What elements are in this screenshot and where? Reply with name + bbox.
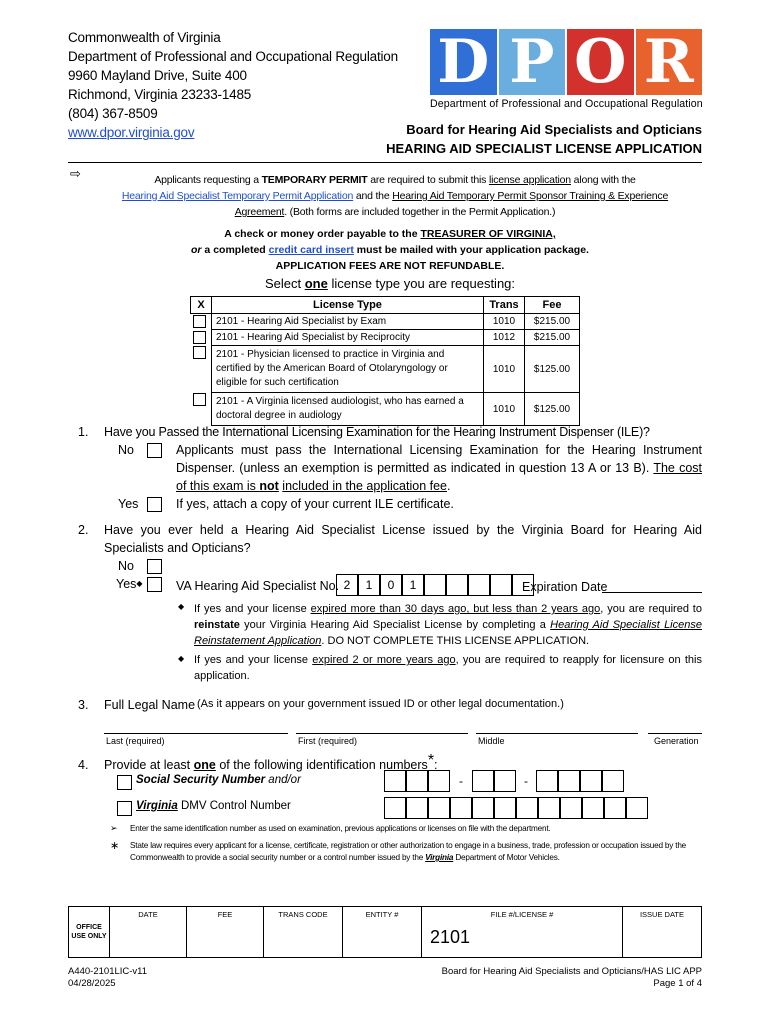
dmv-digit-box[interactable] xyxy=(472,797,494,819)
full-legal-name-label: Full Legal Name xyxy=(104,698,196,712)
select-license-prompt: Select one license type you are requesting: xyxy=(264,276,516,291)
license-number-boxes[interactable] xyxy=(336,574,534,596)
diamond-icon: ◆ xyxy=(178,602,185,611)
dmv-digit-box[interactable] xyxy=(604,797,626,819)
expiration-date-label: Expiration Date xyxy=(522,580,608,594)
ssn-dash: - xyxy=(459,774,463,788)
question-2-text: Have you ever held a Hearing Aid Specialist License issued by the Virginia Board for Hearing Aid Specialists and Opticians? xyxy=(104,523,702,555)
question-number: 4. xyxy=(78,758,89,772)
office-use-table xyxy=(68,906,702,958)
board-title: Board for Hearing Aid Specialists and Opticians xyxy=(406,122,702,137)
license-digit-box[interactable]: 2 xyxy=(336,574,358,596)
reinstate-note: If yes and your license expired more than 30 days ago, but less than 2 years ago, you are required to reinstate your Virginia Hearing Aid Specialist License by completing a Hearing Aid Specialist License Reinstatement Application. DO NOT COMPLETE THIS LICENSE APPLICATION. xyxy=(194,603,702,647)
payment-instructions: A check or money order payable to the TREASURER OF VIRGINIA, or a completed credit card insert must be mailed with your application package. APPLICATION FEES ARE NOT REFUNDABLE. xyxy=(191,228,589,272)
q2-no-label: No xyxy=(118,559,134,573)
office-fee-cell: FEE xyxy=(187,907,264,958)
agency-line: Department of Professional and Occupational Regulation xyxy=(68,49,398,64)
q1-no-label: No xyxy=(118,443,134,457)
generation-caption: Generation xyxy=(654,736,699,746)
license-digit-box[interactable] xyxy=(446,574,468,596)
ssn-digit-box[interactable] xyxy=(494,770,516,792)
license-digit-box[interactable] xyxy=(424,574,446,596)
expiration-date-field[interactable] xyxy=(602,592,702,593)
dmv-digit-box[interactable] xyxy=(626,797,648,819)
file-license-value: 2101 xyxy=(430,927,471,947)
license-checkbox-audiologist[interactable] xyxy=(193,393,206,406)
question-number: 3. xyxy=(78,698,89,712)
dmv-digit-box[interactable] xyxy=(560,797,582,819)
dmv-digit-box[interactable] xyxy=(450,797,472,819)
table-row: 2101 - A Virginia licensed audiologist, who has earned a doctoral degree in audiology 1010 $125.00 xyxy=(191,393,580,426)
ssn-digit-box[interactable] xyxy=(602,770,624,792)
dmv-digit-box[interactable] xyxy=(428,797,450,819)
license-application-link[interactable]: license application xyxy=(488,174,571,186)
license-number-label: VA Hearing Aid Specialist No. xyxy=(176,579,340,593)
table-row: 2101 - Hearing Aid Specialist by Exam 1010 $215.00 xyxy=(191,314,580,330)
question-number: 1. xyxy=(78,425,89,439)
license-digit-box[interactable] xyxy=(490,574,512,596)
dpor-logo xyxy=(430,29,702,110)
identification-note: Enter the same identification number as used on examination, previous applications or licenses on file with the department. xyxy=(130,824,551,833)
sponsor-agreement-link[interactable]: Hearing Aid Temporary Permit Sponsor Training & Experience xyxy=(392,190,669,202)
state-law-note: State law requires every applicant for a license, certificate, registration or other authorization to engage in a business, trade, profession or occupation issued by the Commonwealth to provide a social security number or a control number issued by the Virginia Department of Motor Vehicles. xyxy=(130,841,687,862)
agency-line: Richmond, Virginia 23233-1485 xyxy=(68,87,252,102)
ssn-digit-box[interactable] xyxy=(472,770,494,792)
ssn-input-boxes[interactable] xyxy=(384,770,624,792)
dmv-digit-box[interactable] xyxy=(582,797,604,819)
office-entity-cell: ENTITY # xyxy=(343,907,422,958)
q1-yes-checkbox[interactable] xyxy=(147,497,162,512)
logo-letter: D xyxy=(430,29,497,95)
office-date-cell: DATE xyxy=(110,907,187,958)
ssn-digit-box[interactable] xyxy=(536,770,558,792)
question-1-text: Have you Passed the International Licensing Examination for the Hearing Instrument Dispenser (ILE)? xyxy=(104,425,650,439)
q2-yes-checkbox[interactable] xyxy=(147,577,162,592)
col-header-trans: Trans xyxy=(484,297,525,314)
dmv-digit-box[interactable] xyxy=(538,797,560,819)
full-legal-name-note: (As it appears on your government issued ID or other legal documentation.) xyxy=(197,698,564,710)
office-file-license-cell: FILE #/LICENSE # 2101 xyxy=(422,907,623,958)
agency-phone: (804) 367-8509 xyxy=(68,106,158,121)
diamond-icon: ◆ xyxy=(136,579,143,588)
asterisk-bullet-icon: ∗ xyxy=(110,840,120,852)
office-issue-date-cell: ISSUE DATE xyxy=(623,907,702,958)
header-rule xyxy=(68,162,702,163)
ssn-digit-box[interactable] xyxy=(558,770,580,792)
license-digit-box[interactable]: 1 xyxy=(358,574,380,596)
office-use-label: OFFICE USE ONLY xyxy=(69,907,110,958)
dmv-digit-box[interactable] xyxy=(384,797,406,819)
last-name-caption: Last (required) xyxy=(106,736,165,746)
dmv-digit-box[interactable] xyxy=(494,797,516,819)
application-title: HEARING AID SPECIALIST LICENSE APPLICATION xyxy=(386,141,702,156)
ssn-checkbox[interactable] xyxy=(117,775,132,790)
footer-board xyxy=(442,966,702,990)
license-digit-box[interactable]: 1 xyxy=(402,574,424,596)
ssn-label: Social Security Number and/or xyxy=(136,774,301,786)
ssn-digit-box[interactable] xyxy=(428,770,450,792)
q2-yes-label: Yes◆ xyxy=(116,577,143,591)
dmv-input-boxes[interactable] xyxy=(384,797,648,819)
q1-no-checkbox[interactable] xyxy=(147,443,162,458)
office-trans-code-cell: TRANS CODE xyxy=(264,907,343,958)
ssn-digit-box[interactable] xyxy=(580,770,602,792)
agency-line: 9960 Mayland Drive, Suite 400 xyxy=(68,68,247,83)
q1-yes-explanation: If yes, attach a copy of your current ILE certificate. xyxy=(176,497,454,511)
dmv-checkbox[interactable] xyxy=(117,801,132,816)
arrow-bullet-icon: ➢ xyxy=(110,823,118,833)
first-name-caption: First (required) xyxy=(298,736,358,746)
logo-subtitle: Department of Professional and Occupational Regulation xyxy=(430,98,703,110)
q2-no-checkbox[interactable] xyxy=(147,559,162,574)
col-header-license-type: License Type xyxy=(212,297,484,314)
credit-card-insert-link[interactable]: credit card insert xyxy=(268,244,354,256)
form-date: 04/28/2025 xyxy=(68,978,116,989)
ssn-dash: - xyxy=(524,774,528,788)
logo-letter: P xyxy=(499,29,566,95)
q1-yes-label: Yes xyxy=(118,497,139,511)
logo-letter: R xyxy=(636,29,703,95)
agency-line: Commonwealth of Virginia xyxy=(68,30,221,45)
license-checkbox-reciprocity[interactable] xyxy=(193,331,206,344)
dmv-label: Virginia DMV Control Number xyxy=(136,800,291,812)
temporary-permit-application-link[interactable]: Hearing Aid Specialist Temporary Permit Application xyxy=(121,190,354,202)
temporary-permit-notice: Applicants requesting a TEMPORARY PERMIT are required to submit this license application along with the Hearing Aid Specialist Temporary Permit Application and the Hearing Aid Temporary Permit Sponsor Training & Experience Agreement. (Both forms are included together in the Permit Application.) xyxy=(121,174,669,218)
middle-name-field[interactable] xyxy=(476,733,638,734)
website-link[interactable]: www.dpor.virginia.gov xyxy=(68,125,195,140)
ssn-digit-box[interactable] xyxy=(406,770,428,792)
table-row: 2101 - Hearing Aid Specialist by Reciprocity 1012 $215.00 xyxy=(191,330,580,346)
form-identifier xyxy=(68,966,147,990)
logo-letter: O xyxy=(567,29,634,95)
page-number: Page 1 of 4 xyxy=(653,978,702,989)
col-header-fee: Fee xyxy=(525,297,580,314)
first-name-field[interactable] xyxy=(296,733,468,734)
q1-no-explanation: Applicants must pass the International Licensing Examination for the Hearing Instrument Dispenser. (unless an exemption is permitted as indicated in question 13 A or 13 B). The cost of this exam is not included in the application fee. xyxy=(176,443,703,493)
arrow-icon: ⇨ xyxy=(70,166,81,181)
agreement-link[interactable]: Agreement xyxy=(234,206,285,218)
agency-address xyxy=(68,28,398,142)
form-id: A440-2101LIC-v11 xyxy=(68,966,148,977)
license-checkbox-exam[interactable] xyxy=(193,315,206,328)
ssn-digit-box[interactable] xyxy=(384,770,406,792)
reinstatement-application-link[interactable]: Hearing Aid Specialist License Reinstatement Application xyxy=(194,619,702,647)
generation-field[interactable] xyxy=(648,733,702,734)
col-header-x: X xyxy=(191,297,212,314)
license-digit-box[interactable]: 0 xyxy=(380,574,402,596)
middle-name-caption: Middle xyxy=(478,736,505,746)
question-number: 2. xyxy=(78,523,89,537)
reapply-note: If yes and your license expired 2 or more years ago, you are required to reapply for licensure on this application. xyxy=(194,654,702,682)
dmv-digit-box[interactable] xyxy=(406,797,428,819)
diamond-icon: ◆ xyxy=(178,654,185,663)
license-checkbox-physician[interactable] xyxy=(193,346,206,359)
table-row: 2101 - Physician licensed to practice in Virginia and certified by the American Board of Otolaryngology or eligible for such certification 1010 $125.00 xyxy=(191,346,580,393)
footer-board-name: Board for Hearing Aid Specialists and Opticians/HAS LIC APP xyxy=(441,966,702,977)
license-digit-box[interactable] xyxy=(468,574,490,596)
last-name-field[interactable] xyxy=(104,733,288,734)
identification-label: Provide at least one of the following identification numbers*: xyxy=(104,752,438,772)
license-type-table xyxy=(190,296,580,426)
dmv-digit-box[interactable] xyxy=(516,797,538,819)
